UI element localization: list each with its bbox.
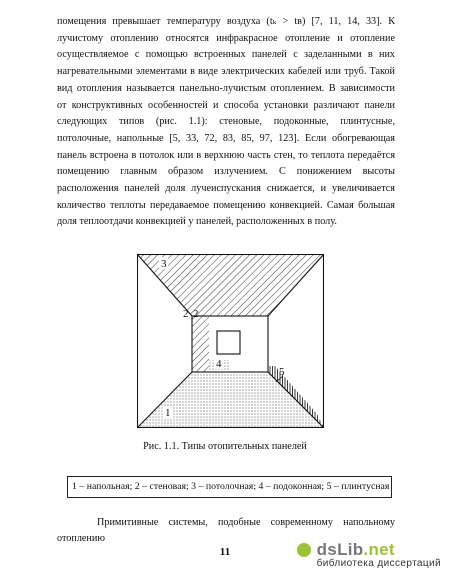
heating-panels-figure: [137, 254, 324, 428]
wall-panel: [192, 316, 209, 372]
watermark-brand-accent: .net: [363, 540, 395, 559]
dslib-watermark[interactable]: [317, 540, 441, 569]
label-5: 5: [279, 366, 285, 378]
document-body: [57, 14, 395, 231]
page-number: 11: [219, 546, 231, 558]
label-1: 1: [165, 407, 171, 419]
label-4: 4: [216, 358, 222, 370]
dslib-logo-icon: [297, 543, 311, 557]
paragraph: помещения превышает температуру воздуха (tₖ > tв) [7, 11, 14, 33]. К лучистому отоплению относятся инфракрасное отопление и отопление осуществляемое с помощью встроенных панелей с заделанными в них нагревательными элементами в виде электрических кабелей или труб. Такой вид отопления называется панельно-лучистым отоплением. В зависимости от конструктивных особенностей и способа установки различают панели следующих типов (рис. 1.1): стеновые, подоконные, плинтусные, потолочные, напольные [5, 33, 72, 83, 85, 97, 123]. Если обогревающая панель встроена в потолок или в верхнюю часть стен, то теплота передаётся помещению главным образом излучением. С понижением высоты расположения панелей доля лучеиспускания снижается, и увеличивается количество теплоты передаваемое помещению конвекцией. Самая большая доля теплоотдачи конвекцией у панелей, расположенных в полу.: [57, 16, 395, 228]
watermark-brand: [317, 540, 441, 560]
window: [217, 331, 240, 354]
bottom-paragraph: Примитивные системы, подобные современному напольному отоплению: [57, 517, 395, 544]
figure-caption: Рис. 1.1. Типы отопительных панелей: [143, 441, 307, 452]
room-perspective-diagram: [137, 254, 324, 428]
watermark-tagline: библиотека диссертаций: [316, 558, 441, 569]
figure-legend: 1 – напольная; 2 – стеновая; 3 – потолочная; 4 – подоконная; 5 – плинтусная: [67, 476, 392, 498]
watermark-brand-main: dsLib: [316, 540, 364, 559]
label-2-right: 2: [193, 308, 199, 320]
label-2-left: 2: [183, 308, 189, 320]
label-3: 3: [161, 258, 167, 270]
